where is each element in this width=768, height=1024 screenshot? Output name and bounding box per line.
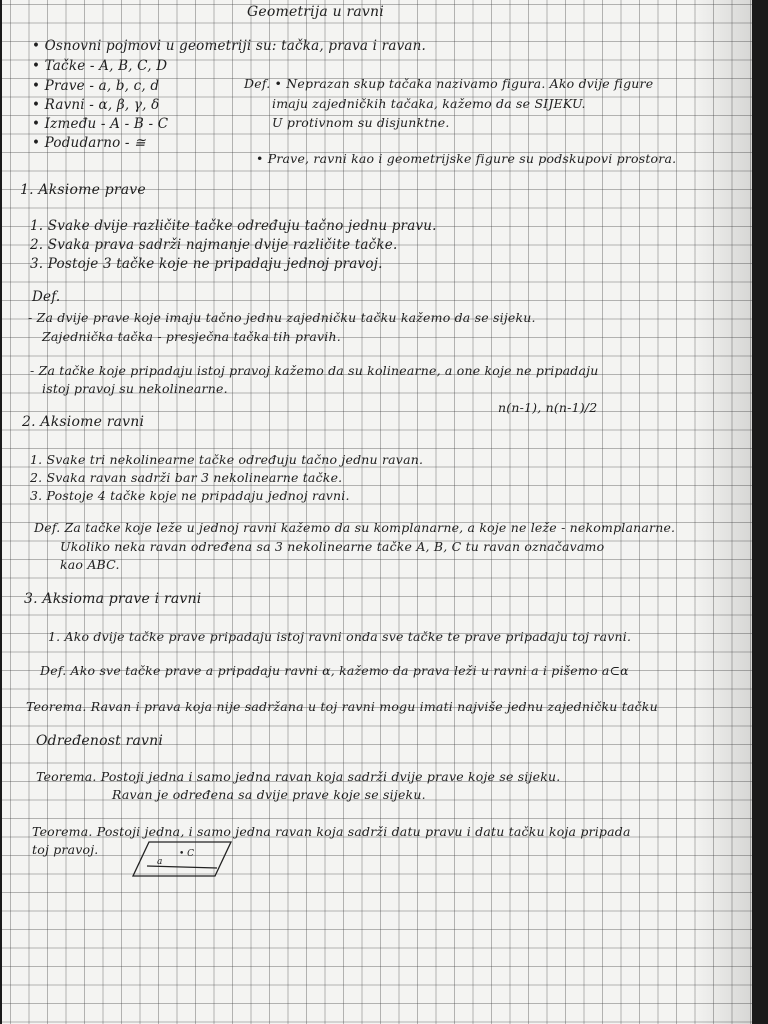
definition-line: Def. • Neprazan skup tačaka nazivamo figura. Ako dvije figure: [244, 76, 654, 91]
section-heading: Određenost ravni: [36, 733, 164, 749]
theorem-line: Teorema. Postoji jedna, i samo jedna ravan koja sadrži datu pravu i datu tačku koja pripada: [32, 824, 631, 839]
theorem-line: Teorema. Ravan i prava koja nije sadržana u toj ravni mogu imati najviše jednu zajedničku tačku: [26, 699, 658, 714]
definition-line: Def. Ako sve tačke prave a pripadaju ravni α, kažemo da prava leži u ravni a i pišemo a⊂α: [40, 663, 629, 678]
formula: n(n-1), n(n-1)/2: [498, 400, 598, 415]
axiom-item: 3. Postoje 4 tačke koje ne pripadaju jednoj ravni.: [30, 488, 350, 503]
definition-line: Ukoliko neka ravan određena sa 3 nekolinearne tačke A, B, C tu ravan označavamo: [60, 539, 605, 554]
definition-line: U protivnom su disjunktne.: [272, 115, 450, 130]
page-title: Geometrija u ravni: [247, 4, 384, 20]
axiom-item: 2. Svaka ravan sadrži bar 3 nekolinearne tačke.: [30, 470, 343, 485]
definition-line: istoj pravoj su nekolinearne.: [42, 381, 228, 396]
definition-line: Def. Za tačke koje leže u jednoj ravni kažemo da su komplanarne, a koje ne leže - nekomplanarne.: [34, 520, 676, 535]
intro-line: • Osnovni pojmovi u geometriji su: tačka, prava i ravan.: [32, 38, 427, 54]
intro-line: • Tačke - A, B, C, D: [32, 58, 168, 74]
axiom-item: 1. Ako dvije tačke prave pripadaju istoj ravni onda sve tačke te prave pripadaju toj ravni.: [48, 629, 632, 644]
definition-line: Zajednička tačka - presječna tačka tih pravih.: [42, 329, 341, 344]
plane-sketch: [127, 838, 237, 880]
definition-line: - Za dvije prave koje imaju tačno jednu zajedničku tačku kažemo da se sijeku.: [28, 310, 536, 325]
theorem-line: Teorema. Postoji jedna i samo jedna ravan koja sadrži dvije prave koje se sijeku.: [36, 769, 561, 784]
notebook-page: [2, 0, 752, 1024]
section-heading: 2. Aksiome ravni: [22, 414, 145, 430]
theorem-line: toj pravoj.: [32, 842, 99, 857]
axiom-item: 3. Postoje 3 tačke koje ne pripadaju jednoj pravoj.: [30, 256, 383, 272]
intro-line: • Prave - a, b, c, d: [32, 78, 160, 94]
definition-line: imaju zajedničkih tačaka, kažemo da se SIJEKU.: [272, 96, 586, 111]
plane-parallelogram: [127, 838, 237, 880]
section-heading: 3. Aksioma prave i ravni: [24, 591, 202, 607]
axiom-item: 2. Svaka prava sadrži najmanje dvije različite tačke.: [30, 237, 398, 253]
axiom-item: 1. Svake dvije različite tačke određuju tačno jednu pravu.: [30, 218, 437, 234]
intro-line: • Između - A - B - C: [32, 116, 169, 132]
intro-line: • Podudarno - ≅: [32, 135, 146, 151]
subsets-note: • Prave, ravni kao i geometrijske figure su podskupovi prostora.: [256, 151, 677, 166]
intro-line: • Ravni - α, β, γ, δ: [32, 97, 160, 113]
theorem-line: Ravan je određena sa dvije prave koje se sijeku.: [112, 787, 426, 802]
definition-line: - Za tačke koje pripadaju istoj pravoj kažemo da su kolinearne, a one koje ne pripadaju: [30, 363, 599, 378]
section-heading: 1. Aksiome prave: [20, 182, 146, 198]
def-label: Def.: [32, 289, 61, 305]
line-a-label: a: [157, 857, 163, 867]
definition-line: kao ABC.: [60, 557, 120, 572]
point-c-label: • C: [179, 849, 195, 859]
axiom-item: 1. Svake tri nekolinearne tačke određuju tačno jednu ravan.: [30, 452, 424, 467]
